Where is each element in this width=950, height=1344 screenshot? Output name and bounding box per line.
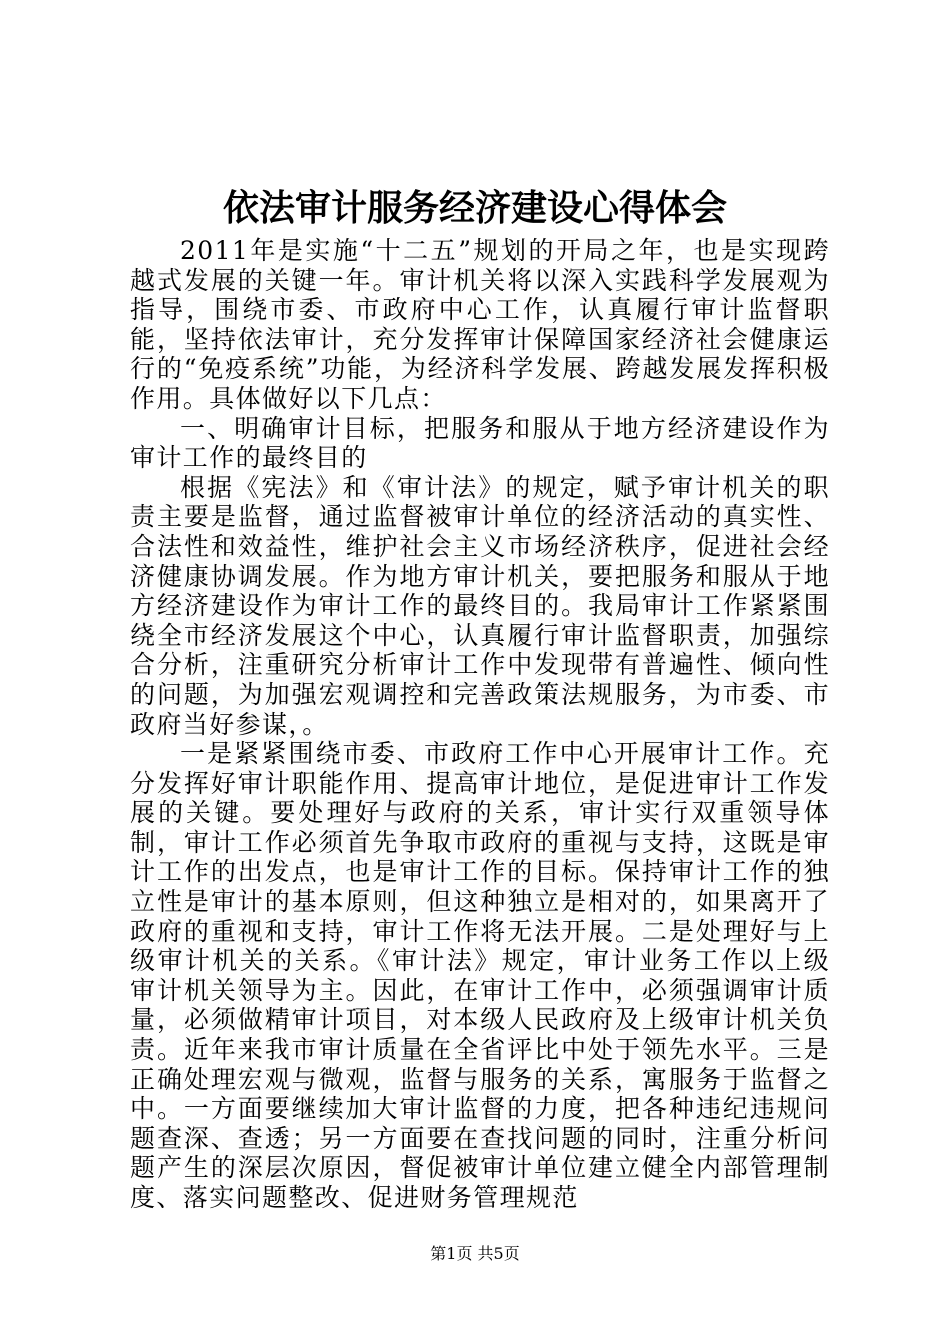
- paragraph-intro: 2011年是实施“十二五”规划的开局之年，也是实现跨越式发展的关键一年。审计机关将以深入实践科学发展观为指导，围绕市委、市政府中心工作，认真履行审计监督职能，坚持依法审计，充分发挥审计保障国家经济社会健康运行的“免疫系统”功能，为经济科学发展、跨越发展发挥积极作用。具体做好以下几点：: [130, 236, 830, 413]
- paragraph-2: 根据《宪法》和《审计法》的规定，赋予审计机关的职责主要是监督，通过监督被审计单位的经济活动的真实性、合法性和效益性，维护社会主义市场经济秩序，促进社会经济健康协调发展。作为地方审计机关，要把服务和服从于地方经济建设作为审计工作的最终目的。我局审计工作紧紧围绕全市经济发展这个中心，认真履行审计监督职责，加强综合分析，注重研究分析审计工作中发现带有普遍性、倾向性的问题，为加强宏观调控和完善政策法规服务，为市委、市政府当好参谋，。: [130, 472, 830, 739]
- document-body: [130, 236, 830, 1213]
- section-heading-1: 一、明确审计目标，把服务和服从于地方经济建设作为审计工作的最终目的: [130, 413, 830, 473]
- document-title: 依法审计服务经济建设心得体会: [222, 187, 727, 229]
- page-footer: 第1页 共5页: [430, 1244, 520, 1263]
- paragraph-3: 一是紧紧围绕市委、市政府工作中心开展审计工作。充分发挥好审计职能作用、提高审计地位，是促进审计工作发展的关键。要处理好与政府的关系，审计实行双重领导体制，审计工作必须首先争取市政府的重视与支持，这既是审计工作的出发点，也是审计工作的目标。保持审计工作的独立性是审计的基本原则，但这种独立是相对的，如果离开了政府的重视和支持，审计工作将无法开展。二是处理好与上级审计机关的关系。《审计法》规定，审计业务工作以上级审计机关领导为主。因此，在审计工作中，必须强调审计质量，必须做精审计项目，对本级人民政府及上级审计机关负责。近年来我市审计质量在全省评比中处于领先水平。三是正确处理宏观与微观，监督与服务的关系，寓服务于监督之中。一方面要继续加大审计监督的力度，把各种违纪违规问题查深、查透；另一方面要在查找问题的同时，注重分析问题产生的深层次原因，督促被审计单位建立健全内部管理制度、落实问题整改、促进财务管理规范: [130, 739, 830, 1212]
